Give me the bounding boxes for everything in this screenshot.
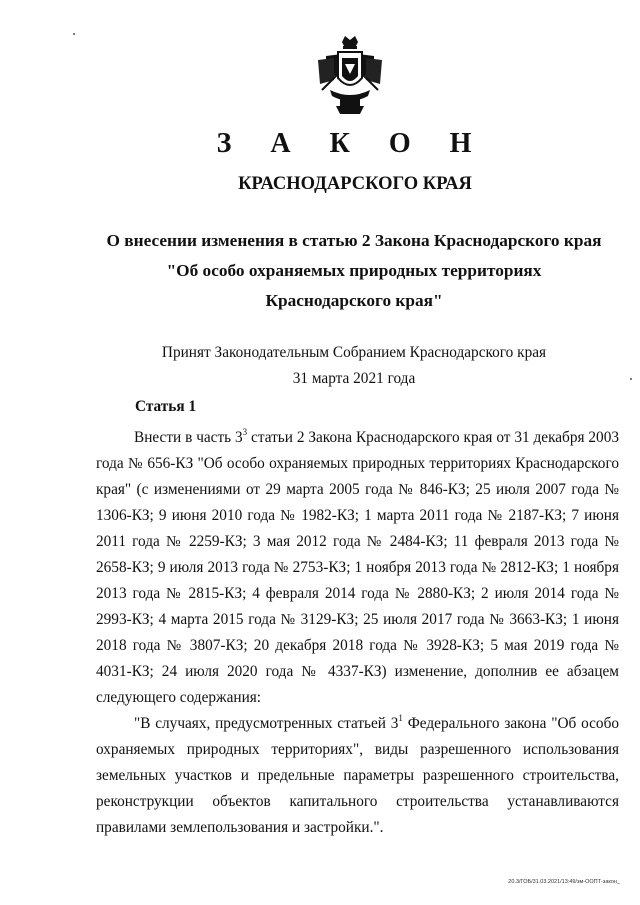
paragraph-text: Федерального закона "Об особо охраняемых природных территориях", виды разрешенного использования земельных участков и предельные параметры разрешенного строительства, реконструкции объектов капитального строительства устанавливаются правилами землепользования и застройки.". — [96, 715, 619, 836]
subject-line: Краснодарского края" — [265, 291, 443, 310]
article-quote-paragraph — [96, 711, 619, 841]
adoption-note — [94, 340, 614, 392]
adoption-date: 31 марта 2021 года — [292, 370, 416, 387]
law-region-heading: КРАСНОДАРСКОГО КРАЯ — [238, 174, 472, 194]
subject-line: О внесении изменения в статью 2 Закона Краснодарского края — [106, 231, 602, 250]
subject-line: "Об особо охраняемых природных территориях — [166, 261, 542, 280]
law-heading: З А К О Н — [216, 128, 488, 159]
superscript: 1 — [398, 712, 403, 723]
paragraph-text: "В случаях, предусмотренных статьей 3 — [134, 715, 399, 732]
article-paragraph — [96, 425, 619, 711]
article-body — [96, 425, 619, 841]
document-footer-code: 20.3/ГОБ/31.03.2021/13:49/зм-ООПТ-закон_ — [508, 879, 620, 885]
superscript: 3 — [242, 426, 248, 437]
paragraph-text: Внести в часть 3 — [134, 429, 243, 446]
adoption-body: Принят Законодательным Собранием Краснодарского края — [161, 344, 547, 361]
scan-speck — [630, 378, 632, 380]
paragraph-text: статьи 2 Закона Краснодарского края от 31 декабря 2003 года № 656-КЗ "Об особо охраняемых природных территориях Краснодарского края" (с изменениями от 29 марта 2005 года № 846-КЗ; 25 июля 2007 года № 1306-КЗ; 9 июня 2010 года № 1982-КЗ; 1 марта 2011 года № 2187-КЗ; 7 июня 2011 года № 2259-КЗ; 3 мая 2012 года № 2484-КЗ; 11 февраля 2013 года № 2658-КЗ; 9 июля 2013 года № 2753-КЗ; 1 ноября 2013 года № 2812-КЗ; 1 ноября 2013 года № 2815-КЗ; 4 февраля 2014 года № 2880-КЗ; 2 июля 2014 года № 2993-КЗ; 4 марта 2015 года № 3129-КЗ; 25 июля 2017 года № 3663-КЗ; 1 июня 2018 года № 3807-КЗ; 20 декабря 2018 года № 3928-КЗ; 5 мая 2019 года № 4031-КЗ; 24 июля 2020 года № 4337-КЗ) изменение, дополнив ее абзацем следующего содержания: — [96, 429, 620, 706]
krasnodar-coat-of-arms-emblem — [312, 34, 388, 116]
article-title: Статья 1 — [135, 398, 197, 415]
law-subject-title — [94, 226, 614, 316]
scan-speck — [73, 33, 75, 35]
